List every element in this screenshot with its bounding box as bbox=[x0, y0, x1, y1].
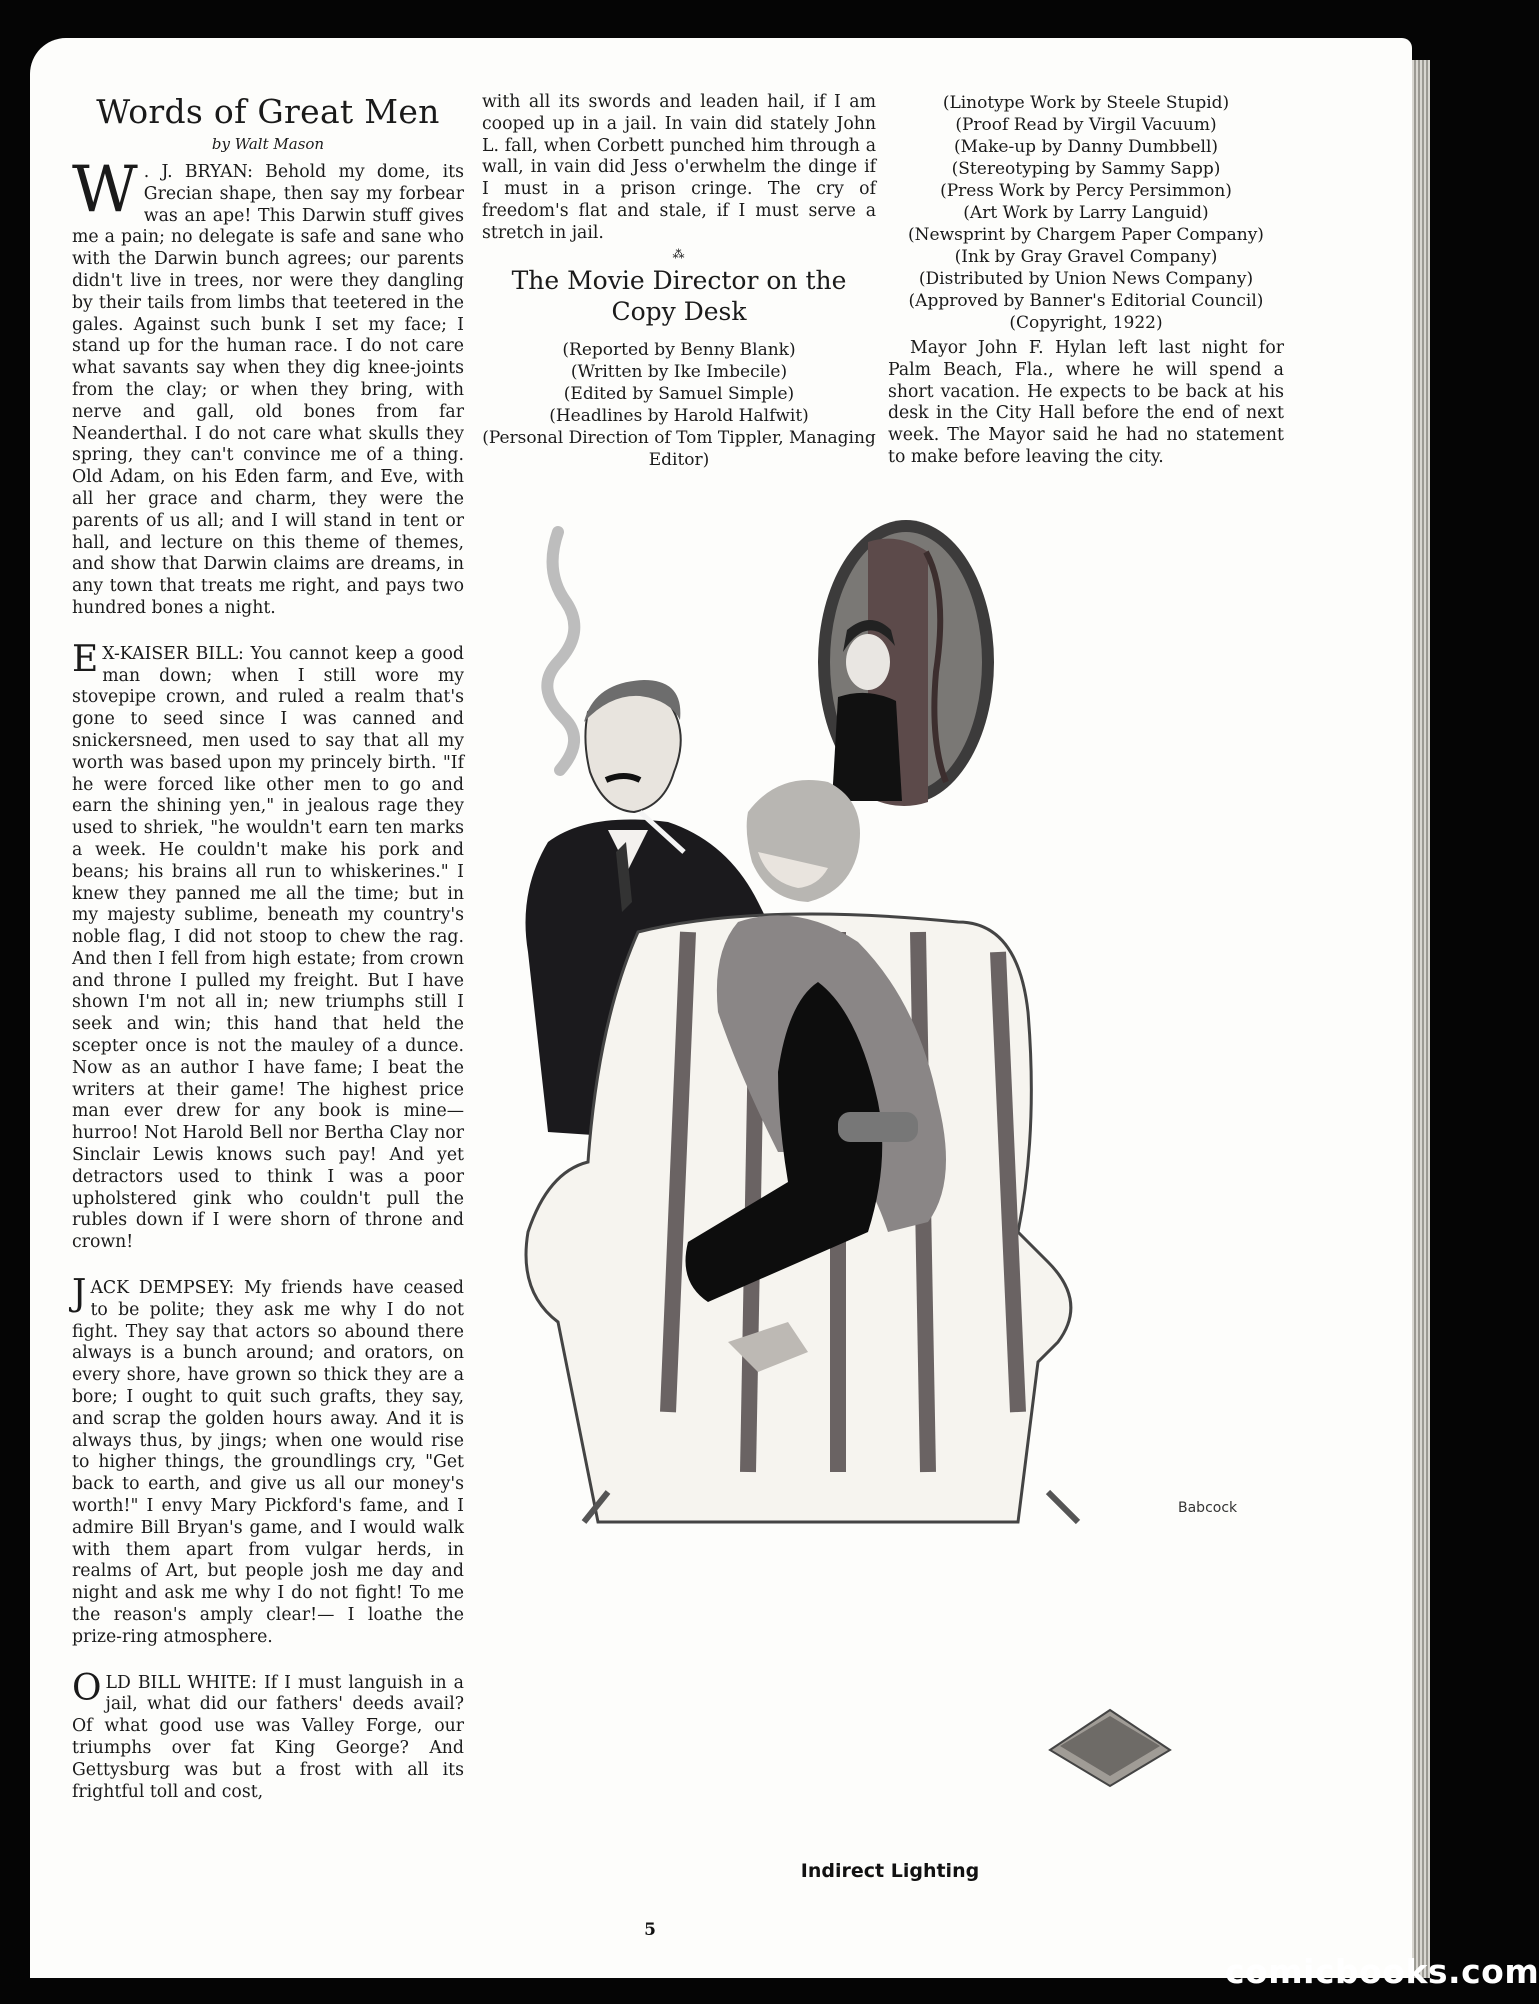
credit-line: (Approved by Banner's Editorial Council) bbox=[908, 291, 1264, 311]
credit-list bbox=[482, 339, 876, 471]
verse-text: ACK DEMPSEY: My friends have ceased to be polite; they ask me why I do not fight. They say that actors so abound there always is a bunch around; and orators, on every shore, have grown so thick they are a bore; I ought to quit such grafts, they say, and scrap the golden hours away. And it is always thus, by jings; when one would rise to higher things, the groundlings cry, "Get back to earth, and give us all our money's worth!" I envy Mary Pickford's fame, and I admire Bill Bryan's game, and I would walk with them apart from vulgar herds, in realms of Art, but people josh me day and night and ask me why I do not fight! To me the reason's amply clear!— I loathe the prize-ring atmosphere. bbox=[72, 1278, 464, 1647]
article-byline: by Walt Mason bbox=[211, 135, 325, 153]
credit-line: (Art Work by Larry Languid) bbox=[963, 203, 1209, 223]
credit-line: (Written by Ike Imbecile) bbox=[570, 361, 788, 382]
article-title: The Movie Director on the Copy Desk bbox=[511, 265, 847, 326]
verse-text: . J. BRYAN: Behold my dome, its Grecian shape, then say my forbear was an ape! This Darwin stuff gives me a pain; no delegate is safe and sane who with the Darwin bunch agrees; our parents didn't live in trees, nor were they dangling by their tails from limbs that teetered in the gales. Against such bunk I set my face; I stand up for the human race. I do not care what savants say when they dig knee-joints from the clay; or when they bring, with nerve and gall, old bones from far Neanderthal. I do not care what skulls they spring, they can't convince me of a thing. Old Adam, on his Eden farm, and Eve, with all her grace and charm, they were the parents of us all; and I will stand in tent or hall, and lecture on this theme of themes, and show that Darwin claims are dreams, in any town that treats me right, and pays two hundred bones a night. bbox=[72, 162, 464, 618]
illustration-caption: Indirect Lighting bbox=[800, 1860, 980, 1882]
section-ornament: ⁂ bbox=[672, 246, 686, 261]
credit-line: (Make-up by Danny Dumbbell) bbox=[953, 137, 1219, 157]
credit-line: (Edited by Samuel Simple) bbox=[563, 383, 795, 404]
watermark-logo: comicbooks.com bbox=[1225, 1952, 1539, 1991]
illustration-indirect-lighting bbox=[488, 512, 1288, 1532]
verse-text: X-KAISER BILL: You cannot keep a good man down; when I still wore my stovepipe crown, and ruled a realm that's gone to seed since I was canned and snickersneed, men used to say that all my worth was based upon my princely birth. "If he were forced like other men to go and earn the shining yen," in jealous rage they used to shriek, "he wouldn't earn ten marks a week. He couldn't make his pork and beans; his brains all run to whiskerines." I knew they panned me all the time; but in my majesty sublime, beneath my country's noble flag, I did not stoop to chew the rag. And then I fell from high estate; from crown and throne I pulled my freight. But I have shown I'm not all in; new triumphs still I seek and win; this hand that held the scepter once is not the mauley of a dunce. Now as an author I have fame; I beat the writers at their game! The highest price man ever drew for any book is mine—hurroo! Not Harold Bell nor Bertha Clay nor Sinclair Lewis knows such pay! And yet detractors used to think I was a poor upholstered gink who couldn't pull the rubles down if I were shorn of throne and crown! bbox=[72, 643, 464, 1253]
column-right bbox=[888, 92, 1284, 469]
credit-line: (Newsprint by Chargem Paper Company) bbox=[908, 225, 1264, 245]
credit-line: (Proof Read by Virgil Vacuum) bbox=[955, 115, 1217, 135]
credit-line: (Linotype Work by Steele Stupid) bbox=[942, 93, 1230, 113]
drop-cap: J bbox=[72, 1273, 87, 1315]
article-title: Words of Great Men bbox=[96, 92, 440, 131]
credit-line: (Copyright, 1922) bbox=[1009, 313, 1163, 333]
verse-kaiser bbox=[72, 638, 464, 1254]
page-stack-edge bbox=[1412, 60, 1430, 1978]
drop-cap: O bbox=[72, 1667, 102, 1709]
credit-line: (Press Work by Percy Persimmon) bbox=[940, 181, 1232, 201]
credit-list bbox=[888, 92, 1284, 334]
verse-text: LD BILL WHITE: If I must languish in a jail, what did our fathers' deeds avail? Of what good use was Valley Forge, our triumphs over fat King George? And Gettysburg was but a frost with all its frightful toll and cost, bbox=[72, 1672, 464, 1802]
credit-line: (Ink by Gray Gravel Company) bbox=[954, 247, 1218, 267]
verse-bryan bbox=[72, 153, 464, 620]
credit-line: (Distributed by Union News Company) bbox=[918, 269, 1254, 289]
credit-line: (Reported by Benny Blank) bbox=[562, 339, 796, 360]
drop-cap: E bbox=[72, 638, 99, 680]
page-number: 5 bbox=[644, 1920, 656, 1940]
drop-cap: W bbox=[72, 153, 138, 227]
credit-line: (Personal Direction of Tom Tippler, Managing Editor) bbox=[482, 427, 876, 470]
oval-mirror bbox=[818, 520, 994, 806]
column-left bbox=[72, 92, 464, 1827]
news-item-text: Mayor John F. Hylan left last night for Palm Beach, Fla., where he will spend a short vacation. He expects to be back at his desk in the City Hall before the end of next week. The Mayor said he had no statement to make before leaving the city. bbox=[888, 338, 1284, 467]
column-middle bbox=[482, 92, 876, 475]
credit-line: (Stereotyping by Sammy Sapp) bbox=[951, 159, 1221, 179]
verse-continuation: with all its swords and leaden hail, if I am cooped up in a jail. In vain did stately John L. fall, when Corbett punched him through a wall, in vain did Jess o'erwhelm the dinge if I must in a prison cringe. The cry of freedom's flat and stale, if I must serve a stretch in jail. bbox=[482, 92, 876, 243]
verse-white bbox=[72, 1667, 464, 1804]
book-icon bbox=[1040, 1690, 1180, 1790]
smoke-wisp bbox=[547, 532, 574, 770]
credit-line: (Headlines by Harold Halfwit) bbox=[549, 405, 809, 426]
artist-signature: Babcock bbox=[1178, 1500, 1238, 1516]
verse-dempsey bbox=[72, 1273, 464, 1649]
